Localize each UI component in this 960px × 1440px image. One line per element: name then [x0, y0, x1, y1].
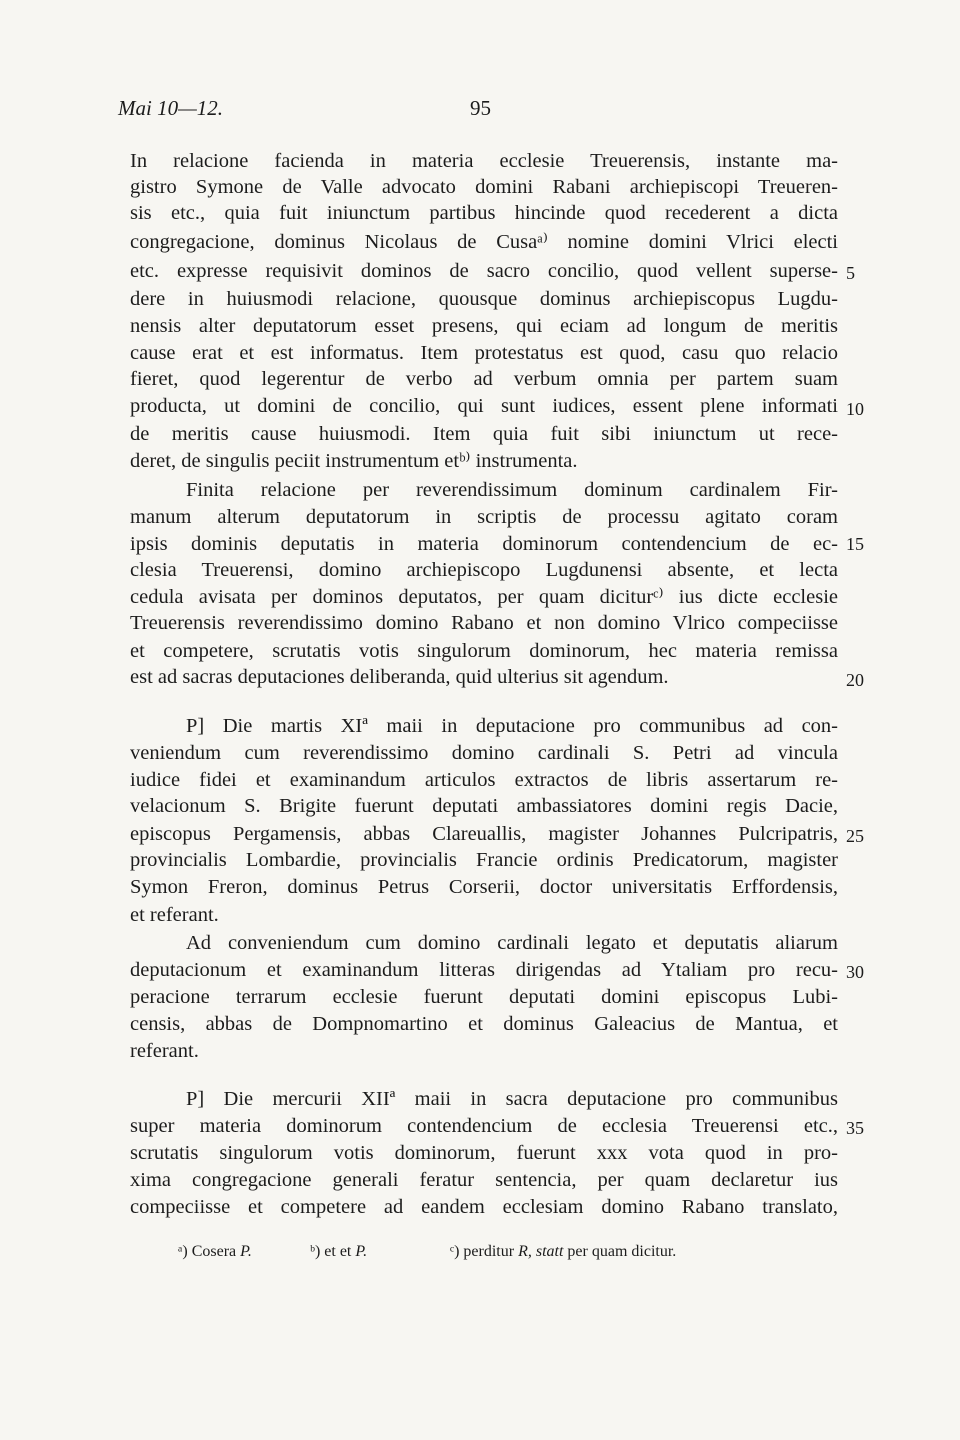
line-number: 35 [846, 1118, 864, 1138]
footnote-note: statt [535, 1243, 564, 1260]
text-line: iudice fidei et examinandum articulos extractos de libris assertarum re- [130, 769, 838, 791]
text-line: congregacione, dominus Nicolaus de Cusaᵃ⁾ nomine domini Vlrici electi [130, 231, 838, 253]
text-line: super materia dominorum contendencium de ecclesia Treuerensi etc., [130, 1115, 838, 1137]
text-line: censis, abbas de Dompnomartino et dominus Galeacius de Mantua, et [130, 1013, 838, 1035]
running-head: Mai 10—12. [118, 96, 223, 120]
text-line: ipsis dominis deputatis in materia dominorum contendencium de ec- [130, 533, 838, 555]
line-number: 30 [846, 962, 864, 982]
text-line: dere in huiusmodi relacione, quousque dominus archiepiscopus Lugdu- [130, 288, 838, 310]
text-line: Finita relacione per reverendissimum dominum cardinalem Fir- [186, 479, 838, 501]
text-line: de meritis cause huiusmodi. Item quia fuit sibi iniunctum ut rece- [130, 423, 838, 445]
text-line: est ad sacras deputaciones deliberanda, quid ulterius sit agendum. [130, 666, 669, 688]
text-line: clesia Treuerensi, domino archiepiscopo Lugdunensi absente, et lecta [130, 559, 838, 581]
footnote-siglum: P. [355, 1243, 368, 1260]
text-line: Symon Freron, dominus Petrus Corserii, doctor universitatis Erffordensis, [130, 876, 838, 898]
text-line: manum alterum deputatorum in scriptis de processu agitato coram [130, 506, 838, 528]
footnote-text: per quam dicitur. [567, 1243, 677, 1260]
line-number: 10 [846, 399, 864, 419]
text-line: Treuerensis reverendissimo domino Rabano et non domino Vlrico compeciisse [130, 612, 838, 634]
text-line: nensis alter deputatorum esset presens, qui eciam ad longum de meritis [130, 315, 838, 337]
text-line: xima congregacione generali feratur sentencia, per quam declaretur ius [130, 1169, 838, 1191]
footnote-b [310, 1243, 367, 1261]
footnote-text: ᵃ) Cosera [178, 1243, 237, 1260]
footnote-siglum: P. [240, 1243, 252, 1260]
line-number: 15 [846, 534, 864, 554]
text-line: et referant. [130, 904, 219, 926]
footnote-text: ᶜ) perditur [450, 1243, 515, 1260]
text-line: producta, ut domini de concilio, qui sunt iudices, essent plene informati [130, 395, 838, 417]
page-header [118, 96, 840, 130]
text-line: cedula avisata per dominos deputatos, per quam diciturᶜ⁾ ius dicte ecclesie [130, 586, 838, 608]
text-line: P] Die martis XIª maii in deputacione pro communibus ad con- [186, 715, 838, 737]
footnote-c [450, 1243, 676, 1261]
page-number: 95 [470, 96, 491, 120]
line-number: 20 [846, 670, 864, 690]
text-line: sis etc., quia fuit iniunctum partibus hincinde quod recederent a dicta [130, 202, 838, 224]
text-line: gistro Symone de Valle advocato domini Rabani archiepiscopi Treueren- [130, 176, 838, 198]
text-line: compeciisse et competere ad eandem ecclesiam domino Rabano translato, [130, 1196, 838, 1218]
text-line: etc. expresse requisivit dominos de sacro concilio, quod vellent superse- [130, 260, 838, 282]
text-line: et competere, scrutatis votis singulorum dominorum, hec materia remissa [130, 640, 838, 662]
line-number: 5 [846, 263, 855, 283]
text-line: peracione terrarum ecclesie fuerunt deputati domini episcopus Lubi- [130, 986, 838, 1008]
text-line: P] Die mercurii XIIª maii in sacra deputacione pro communibus [186, 1088, 838, 1110]
text-line: provincialis Lombardie, provincialis Francie ordinis Predicatorum, magister [130, 849, 838, 871]
footnote-siglum: R, [518, 1243, 532, 1260]
footnote-a [178, 1243, 252, 1261]
line-number: 25 [846, 826, 864, 846]
text-line: referant. [130, 1040, 199, 1062]
text-line: episcopus Pergamensis, abbas Clareuallis, magister Johannes Pulcripatris, [130, 823, 838, 845]
text-line: velacionum S. Brigite fuerunt deputati ambassiatores domini regis Dacie, [130, 795, 838, 817]
text-line: In relacione facienda in materia ecclesie Treuerensis, instante ma- [130, 150, 838, 172]
text-line: cause erat et est informatus. Item protestatus est quod, casu quo relacio [130, 342, 838, 364]
text-line: veniendum cum reverendissimo domino cardinali S. Petri ad vincula [130, 742, 838, 764]
text-line: deret, de singulis peciit instrumentum etᵇ⁾ instrumenta. [130, 450, 578, 472]
text-line: fieret, quod legerentur de verbo ad verbum omnia per partem suam [130, 368, 838, 390]
footnote-text: ᵇ) et et [310, 1243, 352, 1260]
text-line: scrutatis singulorum votis dominorum, fuerunt xxx vota quod in pro- [130, 1142, 838, 1164]
text-line: deputacionum et examinandum litteras dirigendas ad Ytaliam pro recu- [130, 959, 838, 981]
text-line: Ad conveniendum cum domino cardinali legato et deputatis aliarum [186, 932, 838, 954]
